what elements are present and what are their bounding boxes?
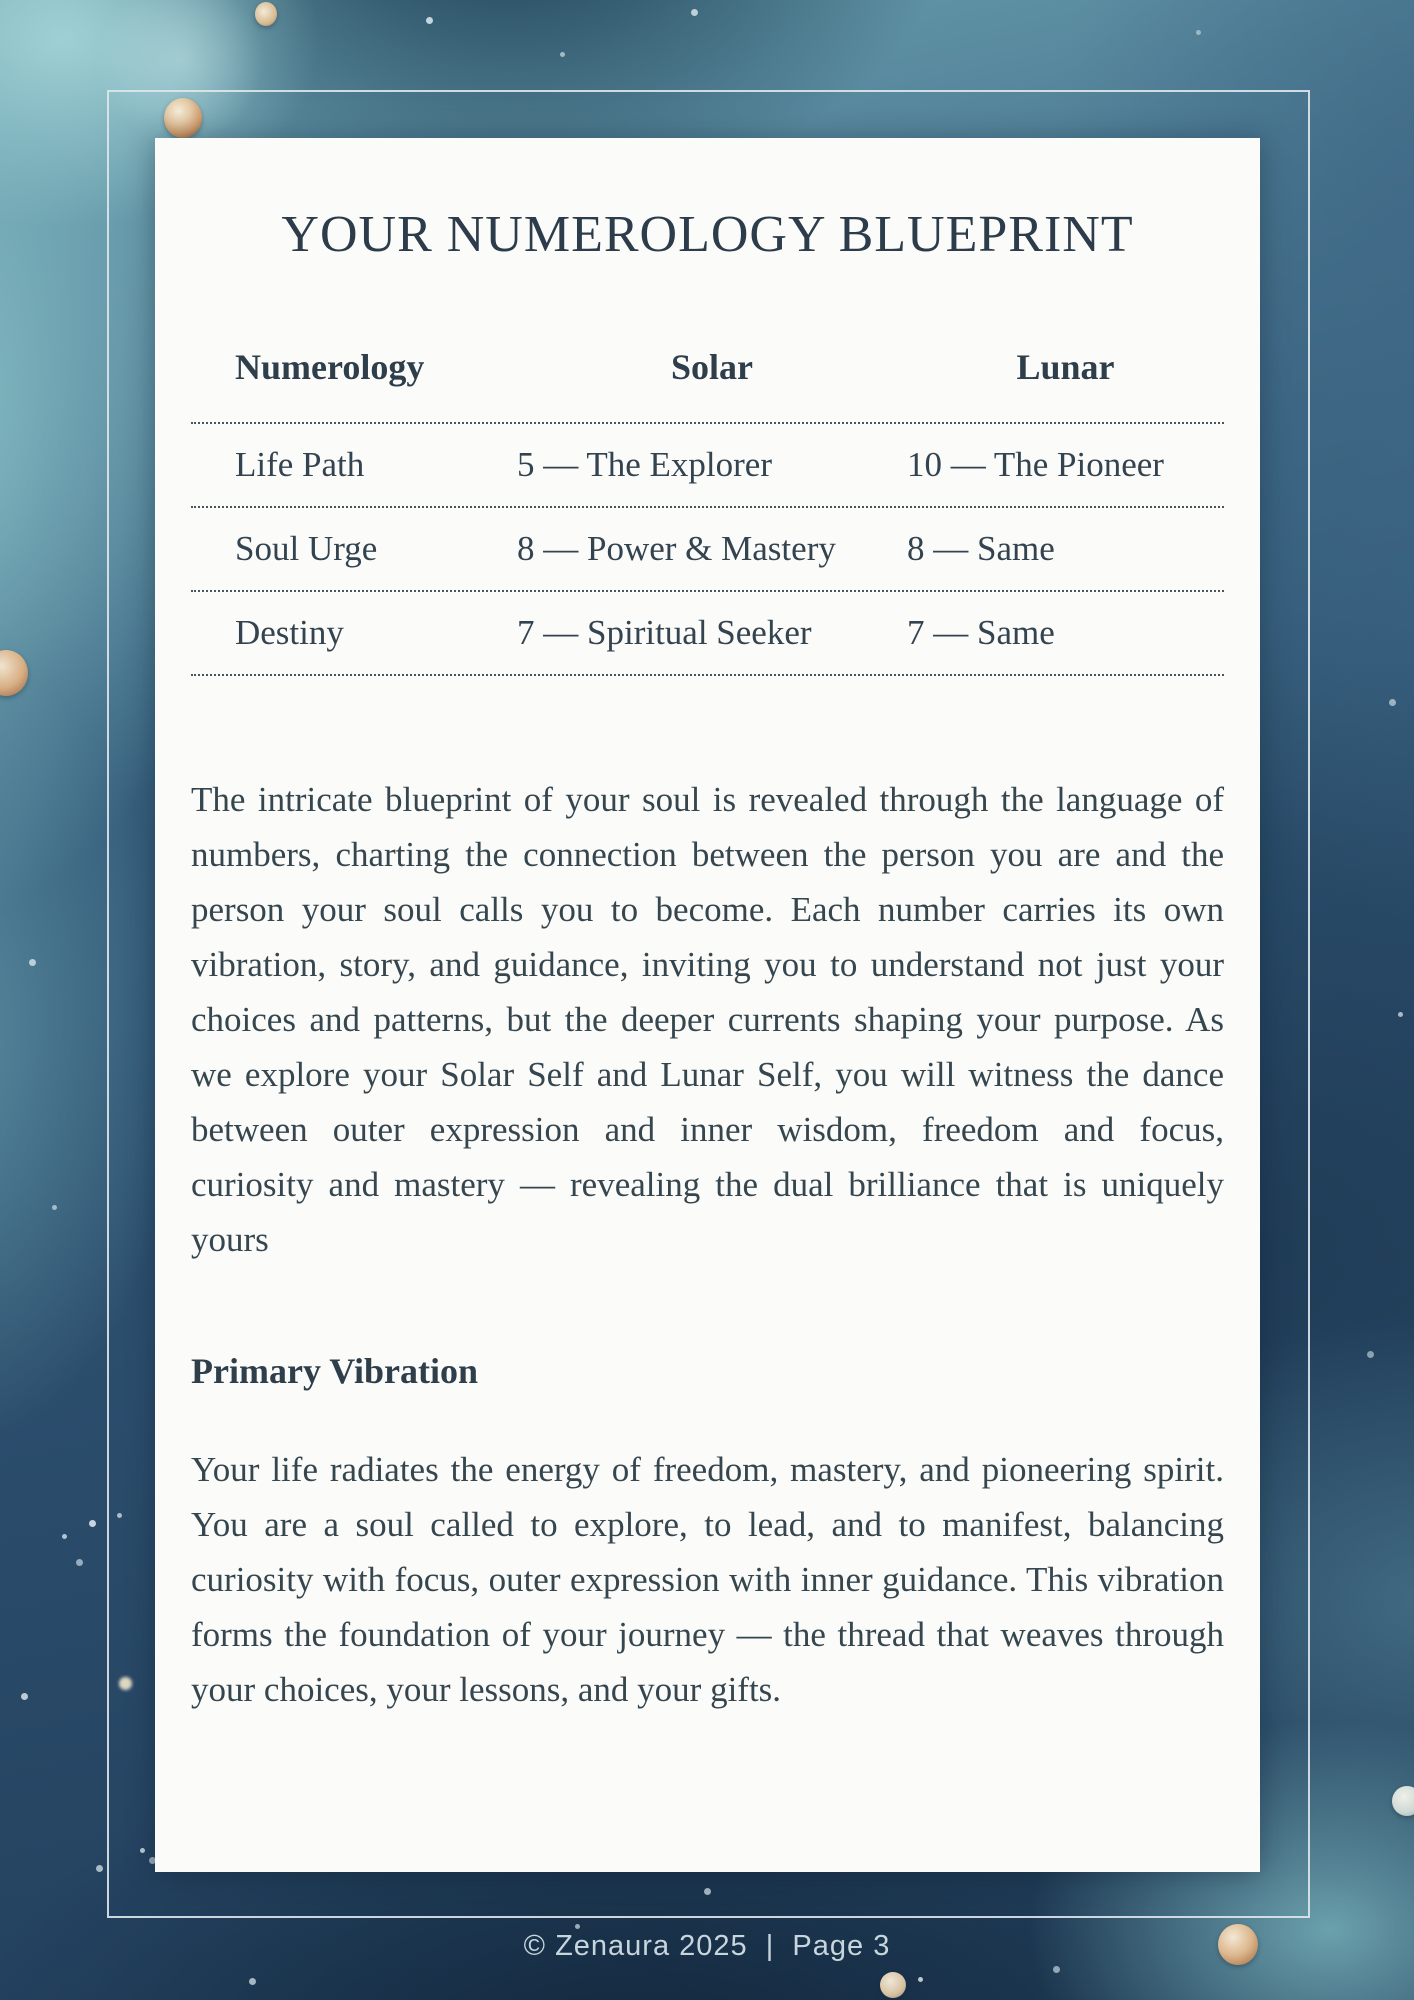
table-row-life-path: [191, 422, 1224, 506]
pebble-decoration: [255, 2, 277, 26]
content-card: [155, 138, 1260, 1872]
intro-paragraph: The intricate blueprint of your soul is revealed through the language of numbers, charting the connection between the person you are and the person your soul calls you to become. Each number carries its own vibration, story, and guidance, inviting you to understand not just your choices and patterns, but the deeper currents shaping your purpose. As we explore your Solar Self and Lunar Self, you will witness the dance between outer expression and inner wisdom, freedom and focus, curiosity and mastery — revealing the dual brilliance that is uniquely yours: [191, 780, 1224, 1260]
table-header-row: [191, 347, 1224, 422]
pebble-decoration: [0, 650, 28, 696]
page-footer: © Zenaura 2025 | Page 3: [523, 1930, 891, 1962]
lunar-value: 7 — Same: [907, 613, 1055, 653]
table-row-destiny: [191, 590, 1224, 676]
column-header-solar: Solar: [670, 347, 753, 388]
solar-value: 5 — The Explorer: [517, 445, 772, 485]
numerology-table: [191, 347, 1224, 676]
solar-value: 8 — Power & Mastery: [517, 529, 836, 569]
page-title: YOUR NUMEROLOGY BLUEPRINT: [281, 206, 1134, 263]
row-label: Soul Urge: [235, 529, 378, 569]
table-row-soul-urge: [191, 506, 1224, 590]
solar-value: 7 — Spiritual Seeker: [517, 613, 812, 653]
lunar-value: 8 — Same: [907, 529, 1055, 569]
row-label: Destiny: [235, 613, 344, 653]
lunar-value: 10 — The Pioneer: [907, 445, 1164, 485]
column-header-numerology: Numerology: [235, 347, 425, 388]
column-header-lunar: Lunar: [1016, 347, 1115, 388]
row-label: Life Path: [235, 445, 365, 485]
speckle-dots-decoration: [0, 0, 5, 5]
section-heading-primary-vibration: Primary Vibration: [191, 1351, 478, 1392]
primary-vibration-paragraph: Your life radiates the energy of freedom, mastery, and pioneering spirit. You are a soul called to explore, to lead, and to manifest, balancing curiosity with focus, outer expression with inner guidance. This vibration forms the foundation of your journey — the thread that weaves through your choices, your lessons, and your gifts.: [191, 1450, 1224, 1710]
pebble-decoration: [880, 1972, 906, 1998]
pebble-decoration: [1392, 1786, 1414, 1816]
